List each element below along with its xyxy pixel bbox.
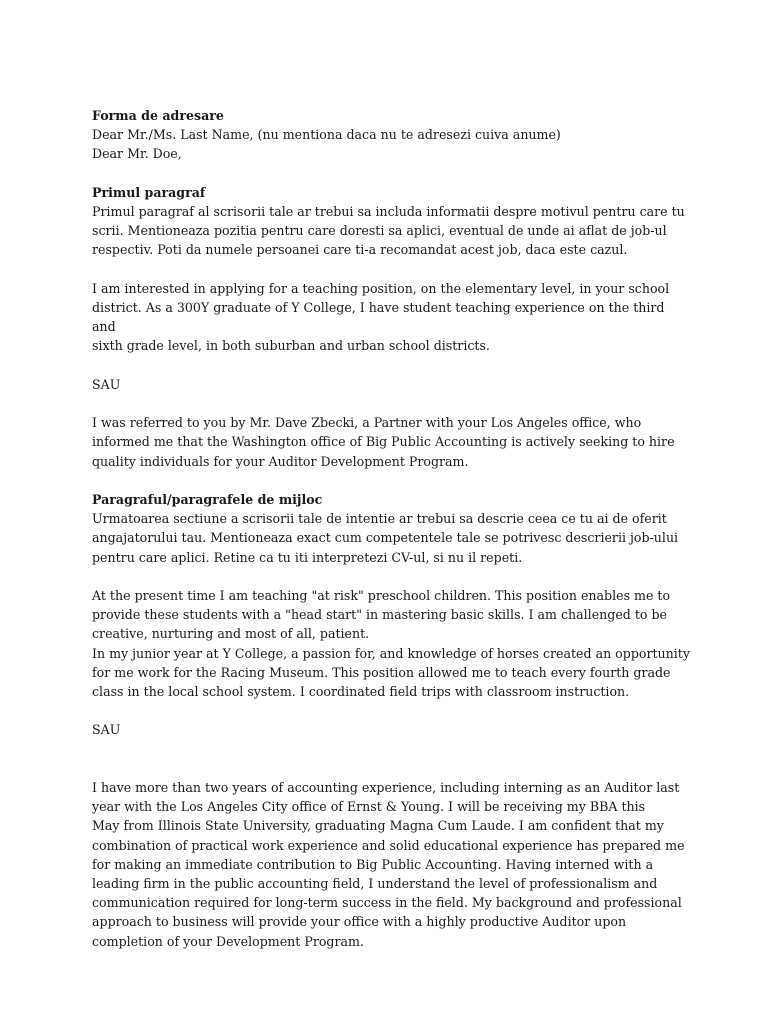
example-line: communication required for long-term success in the field. My background and professional bbox=[92, 895, 682, 911]
spacer bbox=[92, 701, 692, 720]
example-line: sixth grade level, in both suburban and urban school districts. bbox=[92, 338, 490, 354]
example-line: for making an immediate contribution to Big Public Accounting. Having interned with a bbox=[92, 856, 654, 872]
text-line: respectiv. Poti da numele persoanei care ti-a recomandat acest job, daca este cazul. bbox=[92, 242, 628, 258]
spacer bbox=[92, 260, 692, 279]
spacer bbox=[92, 394, 692, 413]
document-page bbox=[92, 106, 692, 951]
example-line: I was referred to you by Mr. Dave Zbecki, a Partner with your Los Angeles office, who bbox=[92, 415, 642, 431]
spacer bbox=[92, 740, 692, 778]
section-heading-forma: Forma de adresare bbox=[92, 108, 224, 123]
example-line: I am interested in applying for a teaching position, on the elementary level, in your school bbox=[92, 280, 670, 296]
or-label: SAU bbox=[92, 722, 121, 738]
example-line: completion of your Development Program. bbox=[92, 933, 364, 949]
section-heading-mijloc: Paragraful/paragrafele de mijloc bbox=[92, 491, 323, 507]
example-line: leading firm in the public accounting field, I understand the level of professionalism and bbox=[92, 876, 658, 891]
spacer bbox=[92, 471, 692, 490]
section-heading-primul: Primul paragraf bbox=[92, 184, 206, 200]
spacer bbox=[92, 164, 692, 183]
spacer bbox=[92, 567, 692, 586]
example-line: provide these students with a "head start" in mastering basic skills. I am challenged to be bbox=[92, 607, 668, 623]
text-line: pentru care aplici. Retine ca tu iti interpretezi CV-ul, si nu il repeti. bbox=[92, 549, 523, 565]
text-line: Dear Mr./Ms. Last Name, (nu mentiona daca nu te adresezi cuiva anume) bbox=[92, 127, 561, 143]
example-line: district. As a 300Y graduate of Y College, I have student teaching experience on the third and bbox=[92, 300, 665, 335]
text-line: Dear Mr. Doe, bbox=[92, 146, 182, 162]
example-line: quality individuals for your Auditor Development Program. bbox=[92, 453, 469, 469]
example-line: I have more than two years of accounting experience, including interning as an Auditor last bbox=[92, 779, 680, 795]
text-line: angajatorului tau. Mentioneaza exact cum competentele tale se potrivesc descrierii job-ului bbox=[92, 530, 679, 546]
example-line: combination of practical work experience and solid educational experience has prepared me bbox=[92, 837, 685, 853]
example-line: for me work for the Racing Museum. This position allowed me to teach every fourth grade bbox=[92, 664, 671, 680]
text-line: scrii. Mentioneaza pozitia pentru care doresti sa aplici, eventual de unde ai aflat de job-ul bbox=[92, 223, 667, 239]
example-line: informed me that the Washington office of Big Public Accounting is actively seeking to hire bbox=[92, 434, 675, 450]
example-line: year with the Los Angeles City office of Ernst & Young. I will be receiving my BBA this bbox=[92, 799, 646, 815]
spacer bbox=[92, 356, 692, 375]
or-label: SAU bbox=[92, 376, 121, 392]
example-line: class in the local school system. I coordinated field trips with classroom instruction. bbox=[92, 684, 630, 699]
example-line: creative, nurturing and most of all, patient. bbox=[92, 626, 370, 642]
example-line: May from Illinois State University, graduating Magna Cum Laude. I am confident that my bbox=[92, 818, 664, 834]
example-line: In my junior year at Y College, a passion for, and knowledge of horses created an opportunity bbox=[92, 645, 690, 661]
text-line: Urmatoarea sectiune a scrisorii tale de intentie ar trebui sa descrie ceea ce tu ai de oferit bbox=[92, 511, 667, 527]
text-line: Primul paragraf al scrisorii tale ar trebui sa includa informatii despre motivul pentru care tu bbox=[92, 204, 685, 219]
example-line: At the present time I am teaching "at risk" preschool children. This position enables me to bbox=[92, 587, 671, 603]
example-line: approach to business will provide your office with a highly productive Auditor upon bbox=[92, 914, 627, 930]
